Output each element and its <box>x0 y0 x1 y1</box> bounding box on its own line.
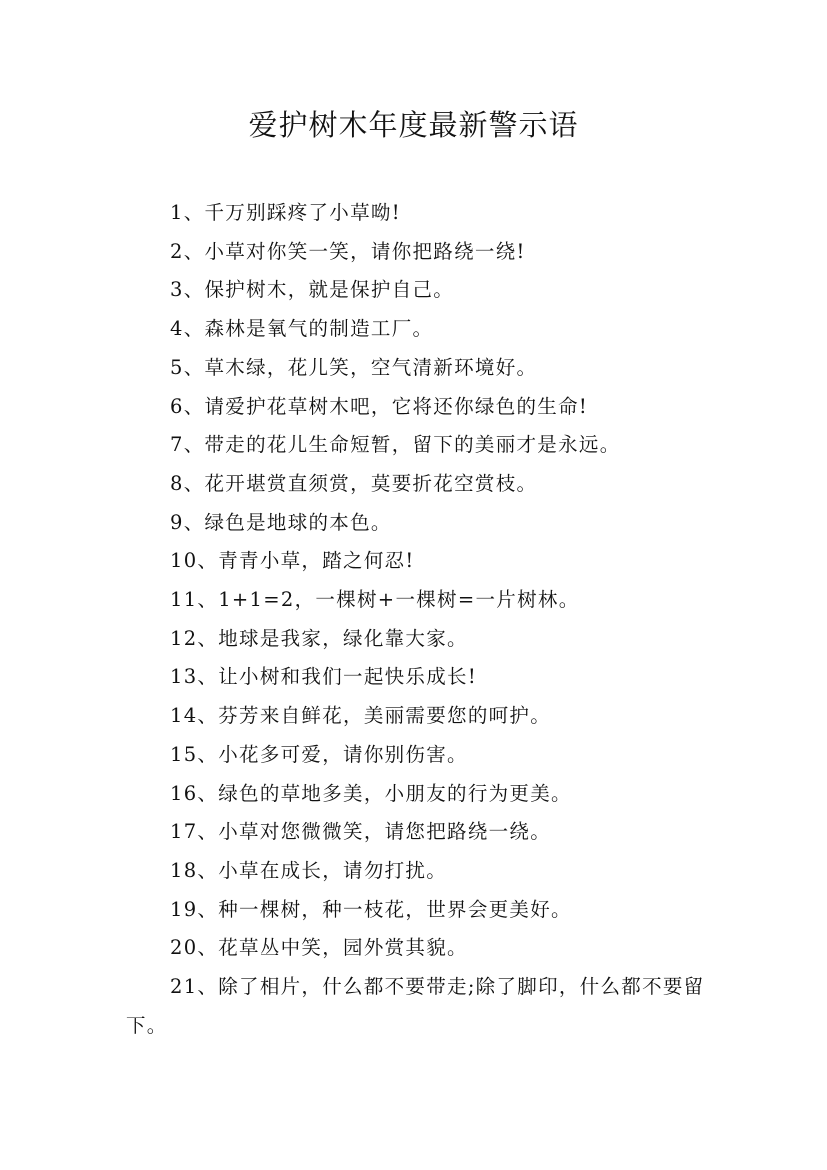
slogan-item: 19、种一棵树，种一枝花，世界会更美好。 <box>170 897 572 921</box>
slogan-item: 12、地球是我家，绿化靠大家。 <box>170 626 468 650</box>
slogan-item: 3、保护树木，就是保护自己。 <box>170 278 455 302</box>
slogan-item: 5、草木绿，花儿笑，空气清新环境好。 <box>170 355 538 379</box>
slogan-list <box>126 194 708 1045</box>
slogan-item: 18、小草在成长，请勿打扰。 <box>170 858 448 882</box>
slogan-item: 15、小花多可爱，请你别伤害。 <box>170 742 468 766</box>
slogan-item: 14、芬芳来自鲜花，美丽需要您的呵护。 <box>170 704 552 728</box>
slogan-item: 13、让小树和我们一起快乐成长! <box>170 665 477 689</box>
slogan-item: 7、带走的花儿生命短暂，留下的美丽才是永远。 <box>170 433 621 457</box>
slogan-item: 10、青青小草，踏之何忍! <box>170 549 415 573</box>
slogan-item: 20、花草丛中笑，园外赏其貌。 <box>170 936 468 960</box>
slogan-item: 17、小草对您微微笑，请您把路绕一绕。 <box>170 820 552 844</box>
slogan-item: 16、绿色的草地多美，小朋友的行为更美。 <box>170 781 572 805</box>
slogan-item: 11、1+1=2，一棵树+一棵树=一片树林。 <box>170 588 580 612</box>
slogan-item: 9、绿色是地球的本色。 <box>170 510 392 534</box>
slogan-item: 1、千万别踩疼了小草呦! <box>170 201 401 224</box>
page-title: 爱护树木年度最新警示语 <box>248 108 579 142</box>
slogan-item: 8、花开堪赏直须赏，莫要折花空赏枝。 <box>170 471 538 495</box>
slogan-item: 6、请爱护花草树木吧，它将还你绿色的生命! <box>170 394 589 418</box>
slogan-item: 2、小草对你笑一笑，请你把路绕一绕! <box>170 239 526 263</box>
slogan-item: 4、森林是氧气的制造工厂。 <box>170 317 434 341</box>
slogan-item: 21、除了相片，什么都不要带走;除了脚印，什么都不要留下。 <box>126 975 705 1037</box>
